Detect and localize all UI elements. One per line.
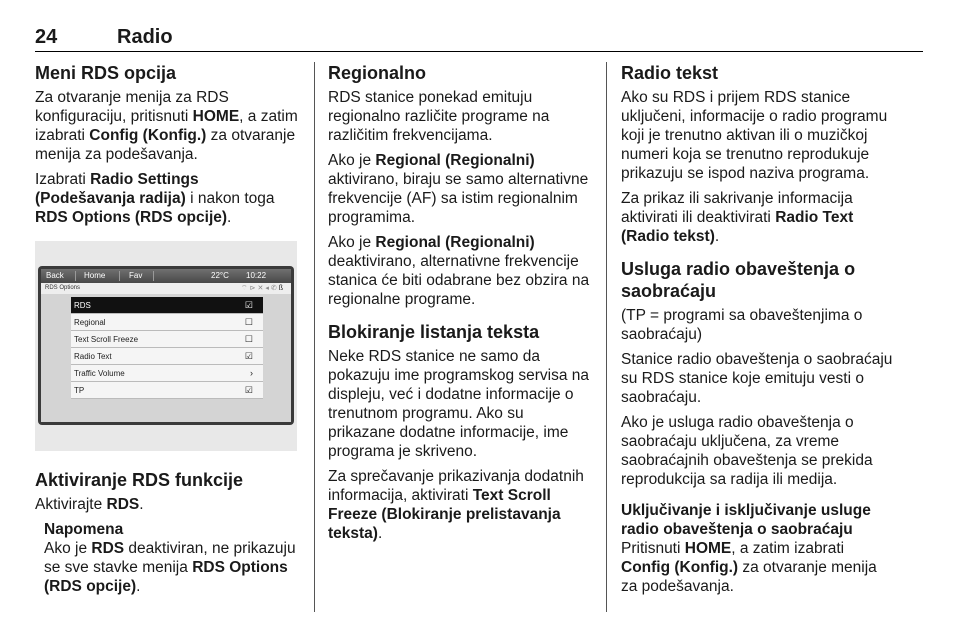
display-topbar (41, 269, 291, 283)
paragraph: Ako je usluga radio obaveštenja o saobraćaju uključena, za vreme saobraćajnih obaveštenja se prekida reprodukcija sa radija ili medija. (621, 414, 873, 488)
shuffle-icon: ✕ (257, 285, 266, 292)
checkbox-checked-icon[interactable]: ☑ (244, 300, 253, 310)
column-2 (328, 62, 593, 549)
menu-item-tp[interactable]: TP ☑ (71, 382, 263, 399)
note-text: Ako je RDS deaktiviran, ne prikazuju se sve stavke menija RDS Options (RDS opcije). (44, 540, 296, 595)
paragraph: Ako su RDS i prijem RDS stanice uključeni, informacije o radio programu koji je trenutno aktivan ili o muzičkoj numeri koja se trenutno reprodukuje prikazuju se ispod naziva programa. (621, 89, 888, 182)
section-title: Blokiranje listanja teksta (328, 322, 540, 342)
paragraph: Stanice radio obaveštenja o saobraćaju su RDS stanice koje emituju vesti o saobraćaju. (621, 351, 893, 406)
checkbox-unchecked-icon[interactable]: ☐ (244, 317, 253, 327)
menu-item-regional[interactable]: Regional ☐ (71, 314, 263, 331)
rds-options-screenshot (35, 241, 297, 451)
phone-icon: ✆ (270, 285, 279, 292)
section-title: Usluga radio obaveštenja o saobraćaju (621, 259, 856, 301)
column-3 (621, 62, 893, 602)
back-button[interactable]: Back (46, 271, 64, 280)
note-box (35, 520, 300, 596)
chapter-title: Radio (117, 26, 173, 48)
subheading: Uključivanje i isključivanje usluge radio obaveštenja o saobraćaju (621, 502, 871, 538)
paragraph: Ako je Regional (Regionalni) aktivirano, biraju se samo alternativne frekvencije (AF) sa istim regionalnim programima. (328, 152, 589, 226)
clock-readout: 10:22 (246, 271, 267, 280)
section-title: Regionalno (328, 63, 426, 83)
status-icons (241, 283, 285, 294)
checkbox-unchecked-icon[interactable]: ☐ (244, 334, 253, 344)
section-title: Radio tekst (621, 63, 719, 83)
menu-item-radio-text[interactable]: Radio Text ☑ (71, 348, 263, 365)
menu-item-traffic-volume[interactable]: Traffic Volume › (71, 365, 263, 382)
paragraph: Neke RDS stanice ne samo da pokazuju ime programskog servisa na displeju, već i dodatne informacije o trenutnom programu. Ako su prikazane dodatne informacije, ime programa je skriveno. (328, 348, 590, 460)
paragraph: Ako je Regional (Regionalni) deaktivirano, alternativne frekvencije stanica će biti odabrane bez obzira na regionalne programe. (328, 234, 590, 308)
paragraph: Za sprečavanje prikazivanja dodatnih informacija, aktivirati Text Scroll Freeze (Blokiranje prelistavanja teksta). (328, 468, 584, 542)
paragraph: RDS stanice ponekad emituju regionalno različite programe na različitim frekvencijama. (328, 89, 550, 144)
section-title: Meni RDS opcija (35, 63, 177, 83)
note-title: Napomena (44, 521, 124, 538)
paragraph: (TP = programi sa obaveštenjima o saobraćaju) (621, 307, 863, 343)
column-1 (35, 62, 300, 596)
paragraph: Za prikaz ili sakrivanje informacija aktivirati ili deaktivirati Radio Text (Radio tekst). (621, 190, 854, 245)
paragraph: Izabrati Radio Settings (Podešavanja radija) i nakon toga RDS Options (RDS opcije). (35, 171, 275, 226)
fav-button[interactable]: Fav (129, 271, 143, 280)
screen-title: RDS Options (45, 285, 81, 291)
menu-item-text-scroll-freeze[interactable]: Text Scroll Freeze ☐ (71, 331, 263, 348)
paragraph: Aktivirajte RDS. (35, 496, 144, 513)
rds-options-menu (71, 297, 263, 399)
column-divider (314, 62, 315, 612)
chevron-right-icon[interactable]: › (250, 368, 253, 378)
temperature-readout: 22°C (211, 271, 229, 280)
home-button[interactable]: Home (84, 271, 106, 280)
volume-icon: ◂ (265, 285, 271, 292)
section-title: Aktiviranje RDS funkcije (35, 470, 244, 490)
column-divider (606, 62, 607, 612)
page-header (35, 22, 923, 52)
menu-item-rds[interactable]: RDS ☑ (71, 297, 263, 314)
checkbox-checked-icon[interactable]: ☑ (244, 351, 253, 361)
page-number: 24 (35, 26, 58, 48)
bluetooth-icon: ß (278, 285, 285, 292)
signal-icon: ⌔ (240, 285, 250, 292)
display-screen (38, 266, 294, 425)
traffic-icon: ⊳ (249, 285, 258, 292)
paragraph: Za otvaranje menija za RDS konfiguraciju, pritisnuti HOME, a zatim izabrati Config (Konfig.) za otvaranje menija za podešavanja. (35, 89, 298, 163)
paragraph: Pritisnuti HOME, a zatim izabrati Config (Konfig.) za otvaranje menija za podešavanja. (621, 540, 877, 595)
checkbox-checked-icon[interactable]: ☑ (244, 385, 253, 395)
